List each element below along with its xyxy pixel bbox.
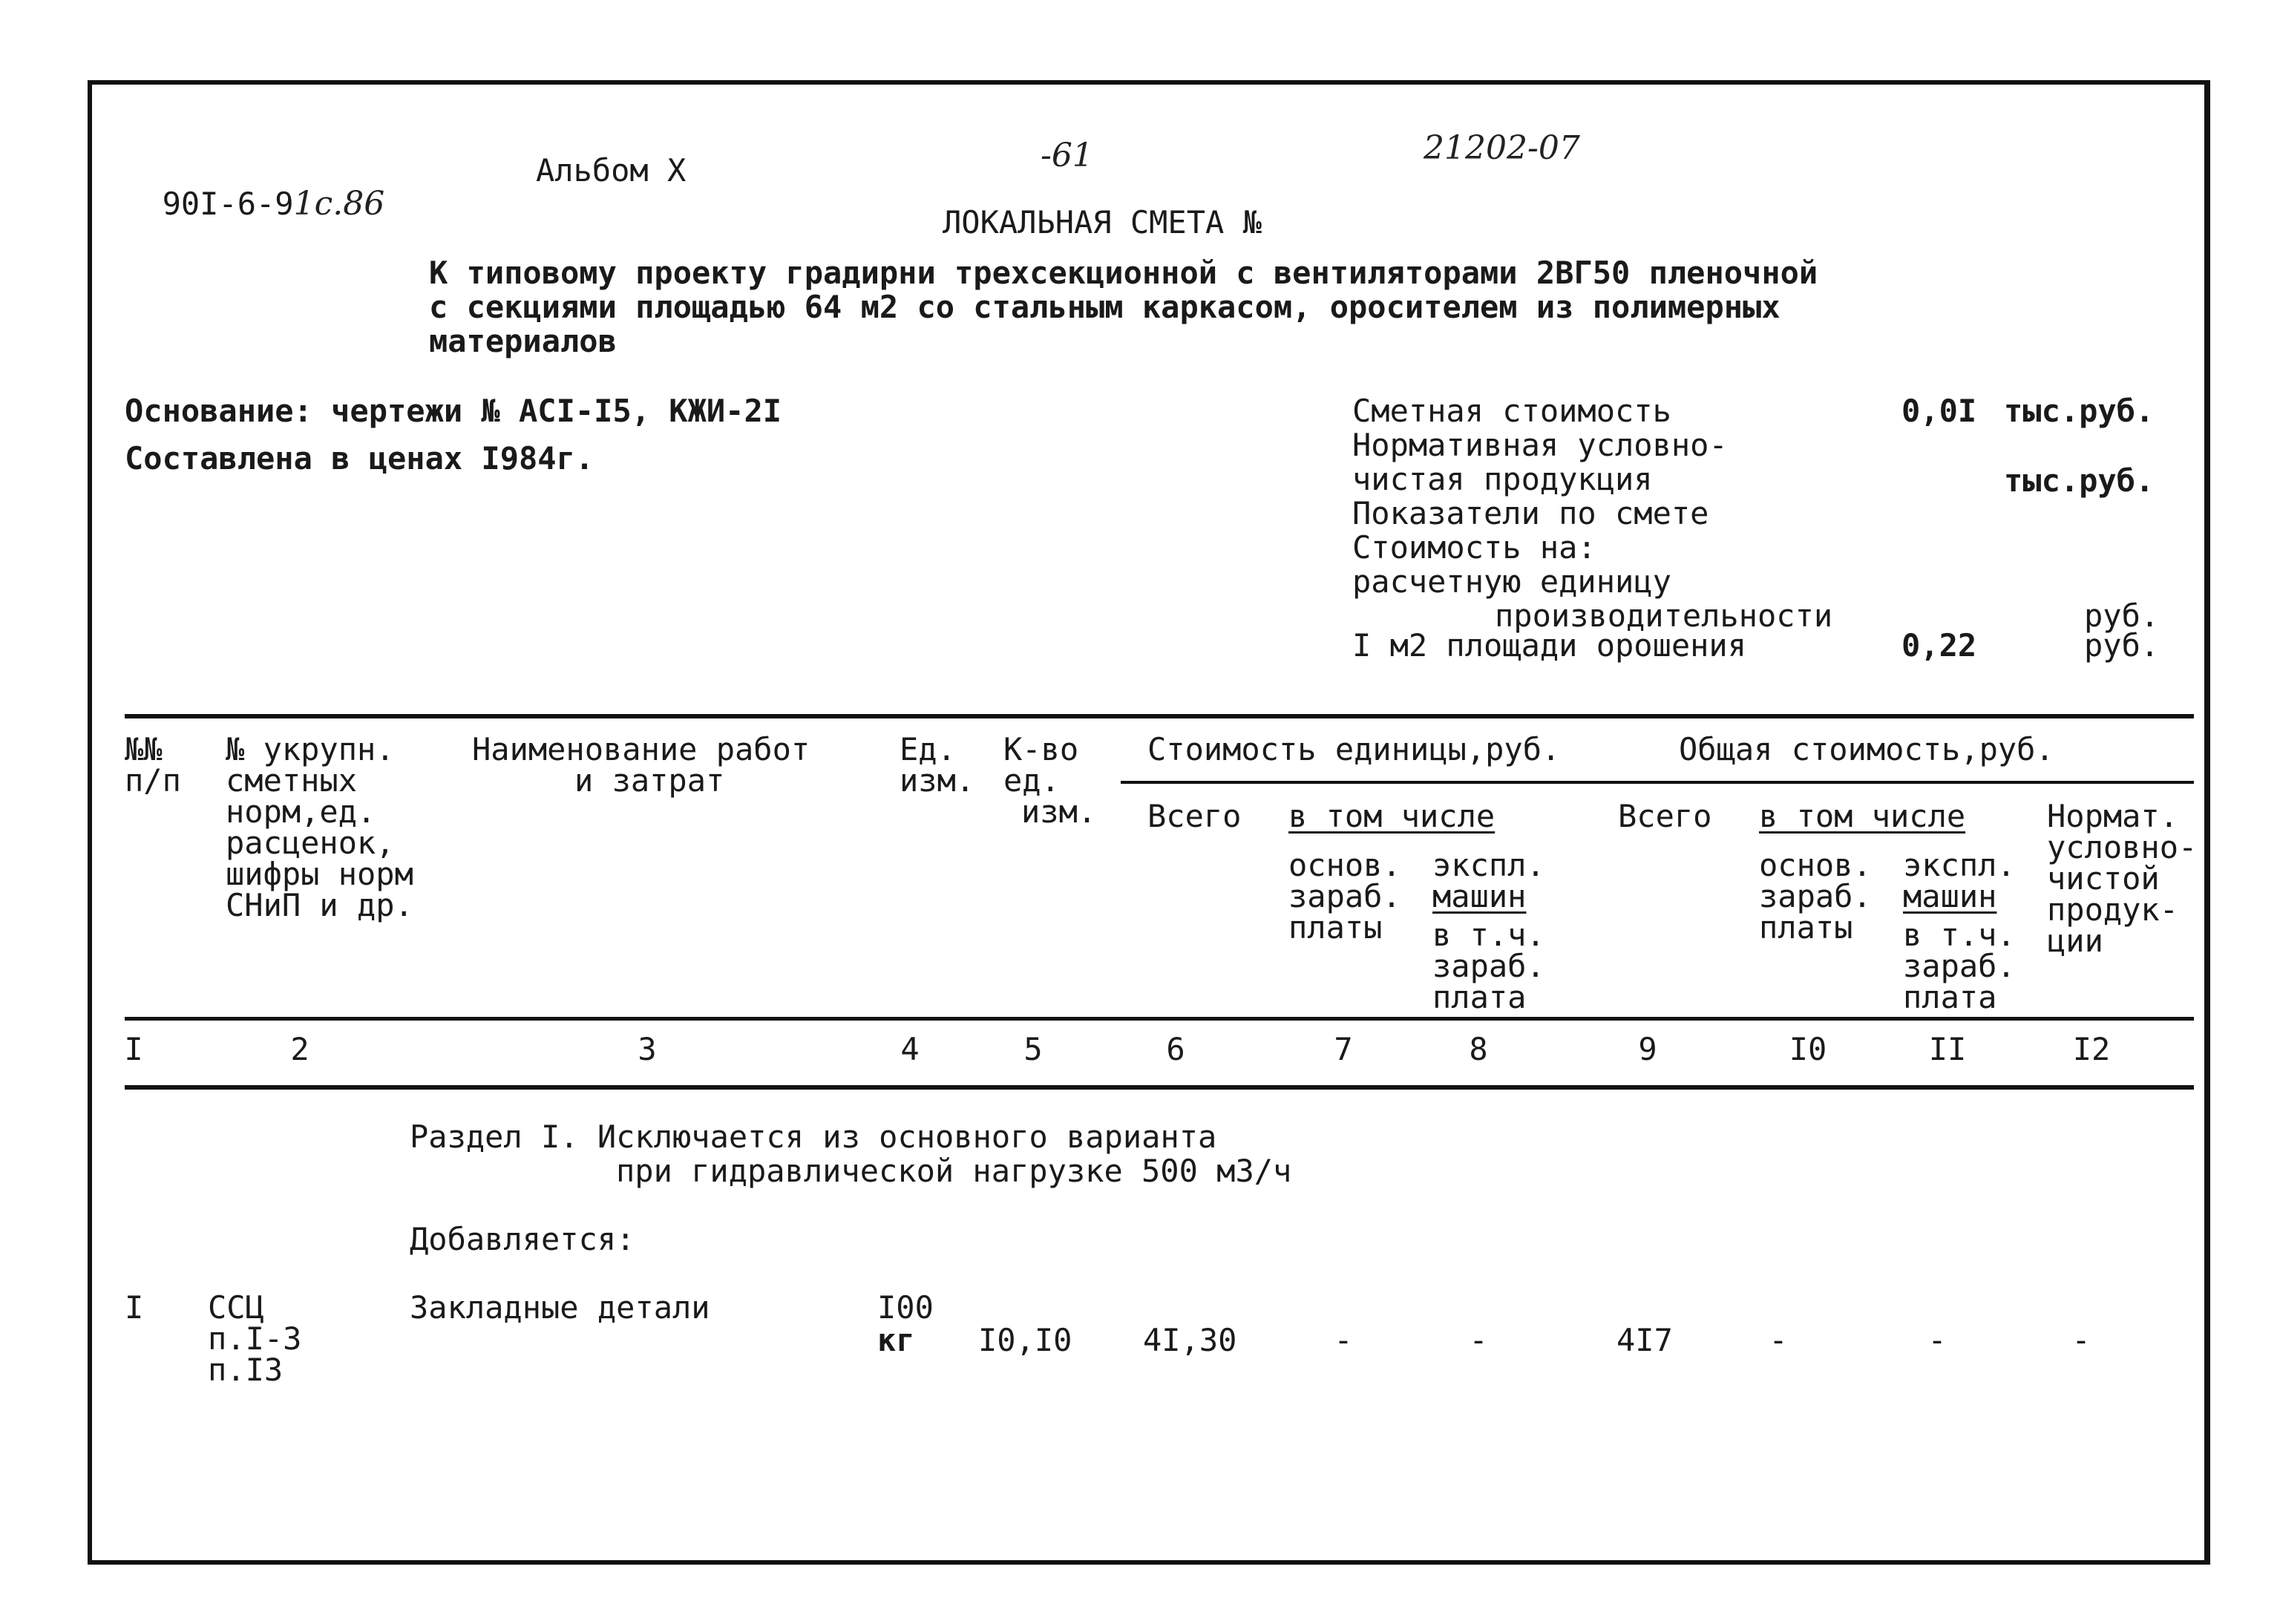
col-5-header-c: изм. <box>1021 793 1097 830</box>
col-2-header-4: шифры норм <box>226 856 413 892</box>
basis-line: Основание: чертежи № АСI-I5, КЖИ-2I <box>125 393 782 429</box>
document-title: ЛОКАЛЬНАЯ СМЕТА № <box>943 204 1262 240</box>
column-number: I0 <box>1789 1031 1827 1067</box>
total-mach-wage-header-0: в т.ч. <box>1903 917 2016 953</box>
row-unit-machines: - <box>1469 1322 1488 1358</box>
section-title-1: Раздел I. Исключается из основного варианта <box>410 1119 1217 1155</box>
column-number: I2 <box>2072 1031 2111 1067</box>
unit-capacity-unit: руб. <box>2084 597 2160 634</box>
column-number: 9 <box>1638 1031 1657 1067</box>
col-1-header-a: №№ <box>125 731 163 767</box>
doc-code-handwritten: 1с.86 <box>293 185 385 223</box>
col-12-header-2: чистой <box>2047 860 2160 897</box>
col-1-header-b: п/п <box>125 762 181 799</box>
header-bottom-rule <box>125 1017 2194 1021</box>
net-production-unit: тыс.руб. <box>2004 462 2155 499</box>
column-number: 2 <box>290 1031 309 1067</box>
row-unit-total: 4I,30 <box>1143 1322 1237 1358</box>
estimate-cost-unit: тыс.руб. <box>2004 393 2155 429</box>
unit-mach-wage-header-1: зараб. <box>1432 948 1545 984</box>
col-12-header-4: ции <box>2047 923 2103 959</box>
col-2-header-1: сметных <box>226 762 358 799</box>
net-production-label-b: чистая продукция <box>1352 461 1653 497</box>
net-production-label-a: Нормативная условно- <box>1352 427 1728 463</box>
total-wage-header-0: основ. <box>1759 847 1872 883</box>
grand-total-header: Всего <box>1618 798 1712 834</box>
registration-number: 21202-07 <box>1424 129 1580 167</box>
total-cost-group-header: Общая стоимость,руб. <box>1679 731 2054 767</box>
unit-incl-header: в том числе <box>1288 798 1496 834</box>
header-split-rule <box>1121 781 2194 784</box>
irrigation-area-label: I м2 площади орошения <box>1352 627 1747 664</box>
row-unit-wage: - <box>1334 1322 1353 1358</box>
row-total: 4I7 <box>1616 1322 1673 1358</box>
column-number: 4 <box>900 1031 920 1067</box>
col-5-header-a: К-во <box>1003 731 1079 767</box>
col-12-header-0: Нормат. <box>2047 798 2179 834</box>
total-mach-header-1: машин <box>1903 878 1997 914</box>
col-4-header-b: изм. <box>900 762 975 799</box>
row-unit-0: I00 <box>877 1289 934 1326</box>
irrigation-area-value: 0,22 <box>1901 627 1977 664</box>
estimate-cost-label: Сметная стоимость <box>1352 393 1671 429</box>
album-label: Альбом X <box>536 152 687 189</box>
unit-capacity-label-b: производительности <box>1495 597 1833 634</box>
col-2-header-5: СНиП и др. <box>226 887 413 923</box>
col-2-header-2: норм,ед. <box>226 793 376 830</box>
total-incl-header: в том числе <box>1759 798 1966 834</box>
row-quantity: I0,I0 <box>978 1322 1072 1358</box>
unit-wage-header-1: зараб. <box>1288 878 1401 914</box>
col-5-header-b: ед. <box>1003 762 1060 799</box>
col-2-header-0: № укрупн. <box>226 731 395 767</box>
col-2-header-3: расценок, <box>226 825 395 861</box>
row-total-machines: - <box>1927 1322 1947 1358</box>
row-norm-1: п.I-3 <box>208 1320 302 1357</box>
irrigation-area-unit: руб. <box>2084 627 2160 664</box>
total-wage-header-1: зараб. <box>1759 878 1872 914</box>
indicators-label: Показатели по смете <box>1352 495 1709 531</box>
column-number: 5 <box>1023 1031 1043 1067</box>
row-norm-0: ССЦ <box>208 1289 264 1326</box>
total-mach-wage-header-1: зараб. <box>1903 948 2016 984</box>
subject-line-1: К типовому проекту градирни трехсекционной с вентиляторами 2ВГ50 пленочной <box>429 255 1818 291</box>
unit-mach-header-0: экспл. <box>1432 847 1545 883</box>
column-number: I <box>124 1031 143 1067</box>
row-unit-1: кг <box>877 1322 915 1358</box>
column-number: 3 <box>638 1031 657 1067</box>
col-4-header-a: Ед. <box>900 731 956 767</box>
unit-wage-header-0: основ. <box>1288 847 1401 883</box>
row-name: Закладные детали <box>410 1289 710 1326</box>
unit-cost-group-header: Стоимость единицы,руб. <box>1147 731 1561 767</box>
cost-per-label: Стоимость на: <box>1352 529 1596 566</box>
price-level-line: Составлена в ценах I984г. <box>125 440 594 477</box>
column-numbers-rule <box>125 1085 2194 1090</box>
column-number: II <box>1928 1031 1967 1067</box>
unit-wage-header-2: платы <box>1288 909 1383 946</box>
doc-code <box>125 151 384 221</box>
col-3-header-b: и затрат <box>574 762 725 799</box>
estimate-cost-value: 0,0I <box>1901 393 1977 429</box>
col-12-header-1: условно- <box>2047 829 2198 865</box>
unit-mach-header-1: машин <box>1432 878 1527 914</box>
row-norm-2: п.I3 <box>208 1352 284 1388</box>
subject-line-2: с секциями площадью 64 м2 со стальным каркасом, оросителем из полимерных <box>429 289 1781 325</box>
row-net-production: - <box>2071 1322 2091 1358</box>
row-number: I <box>125 1289 144 1326</box>
column-number: 6 <box>1166 1031 1185 1067</box>
table-top-rule <box>125 714 2194 718</box>
col-12-header-3: продук- <box>2047 891 2179 928</box>
column-number: 7 <box>1334 1031 1353 1067</box>
unit-mach-wage-header-0: в т.ч. <box>1432 917 1545 953</box>
subject-line-3: материалов <box>429 323 617 359</box>
page-number: -61 <box>1041 137 1093 174</box>
col-3-header-a: Наименование работ <box>472 731 810 767</box>
total-mach-wage-header-2: плата <box>1903 979 1997 1015</box>
unit-mach-wage-header-2: плата <box>1432 979 1527 1015</box>
unit-capacity-label-a: расчетную единицу <box>1352 563 1671 600</box>
total-mach-header-0: экспл. <box>1903 847 2016 883</box>
section-added: Добавляется: <box>410 1221 635 1257</box>
total-wage-header-2: платы <box>1759 909 1853 946</box>
section-title-2: при гидравлической нагрузке 500 м3/ч <box>616 1153 1292 1189</box>
column-number: 8 <box>1469 1031 1488 1067</box>
doc-code-typed: 90I-6-9 <box>162 186 294 222</box>
unit-total-header: Всего <box>1147 798 1242 834</box>
row-total-wage: - <box>1769 1322 1788 1358</box>
